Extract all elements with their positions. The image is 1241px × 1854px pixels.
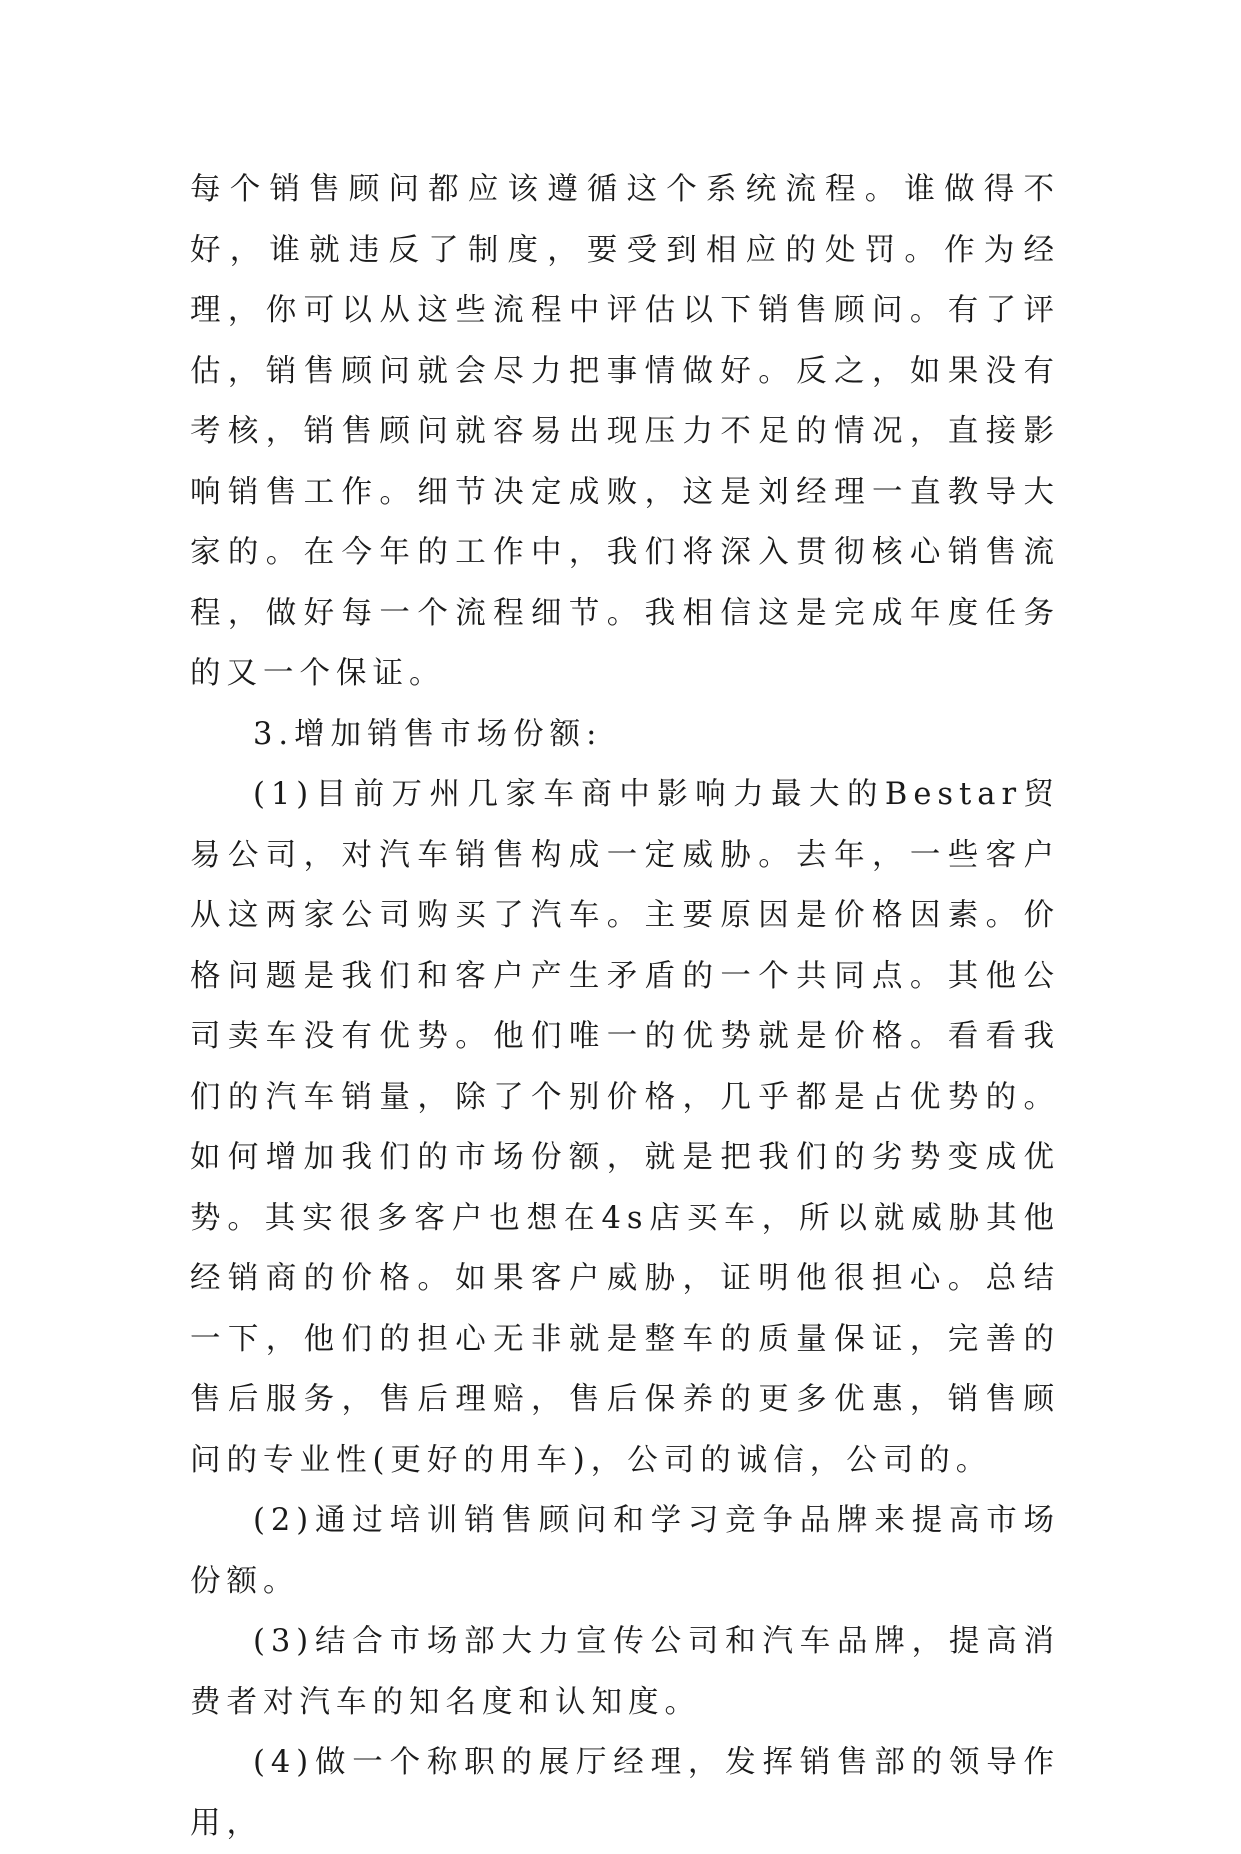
paragraph-item-1: (1)目前万州几家车商中影响力最大的Bestar贸易公司，对汽车销售构成一定威胁。去年，一些客户从这两家公司购买了汽车。主要原因是价格因素。价格问题是我们和客户产生矛盾的一个共同点。其他公司卖车没有优势。他们唯一的优势就是价格。看看我们的汽车销量，除了个别价格，几乎都是占优势的。如何增加我们的市场份额，就是把我们的劣势变成优势。其实很多客户也想在4s店买车，所以就威胁其他经销商的价格。如果客户威胁，证明他很担心。总结一下，他们的担心无非就是整车的质量保证，完善的售后服务，售后理赔，售后保养的更多优惠，销售顾问的专业性(更好的用车)，公司的诚信，公司的。 [190, 777, 1060, 1478]
document-body [190, 160, 1060, 1854]
paragraph-item-4: (4)做一个称职的展厅经理，发挥销售部的领导作用， [190, 1745, 1060, 1841]
section-heading-market-share: 3.增加销售市场份额: [253, 716, 603, 752]
paragraph-item-3: (3)结合市场部大力宣传公司和汽车品牌，提高消费者对汽车的知名度和认知度。 [190, 1624, 1060, 1720]
paragraph-sales-process: 每个销售顾问都应该遵循这个系统流程。谁做得不好，谁就违反了制度，要受到相应的处罚。作为经理，你可以从这些流程中评估以下销售顾问。有了评估，销售顾问就会尽力把事情做好。反之，如果没有考核，销售顾问就容易出现压力不足的情况，直接影响销售工作。细节决定成败，这是刘经理一直教导大家的。在今年的工作中，我们将深入贯彻核心销售流程，做好每一个流程细节。我相信这是完成年度任务的又一个保证。 [190, 172, 1060, 691]
paragraph-item-2: (2)通过培训销售顾问和学习竞争品牌来提高市场份额。 [190, 1503, 1060, 1599]
